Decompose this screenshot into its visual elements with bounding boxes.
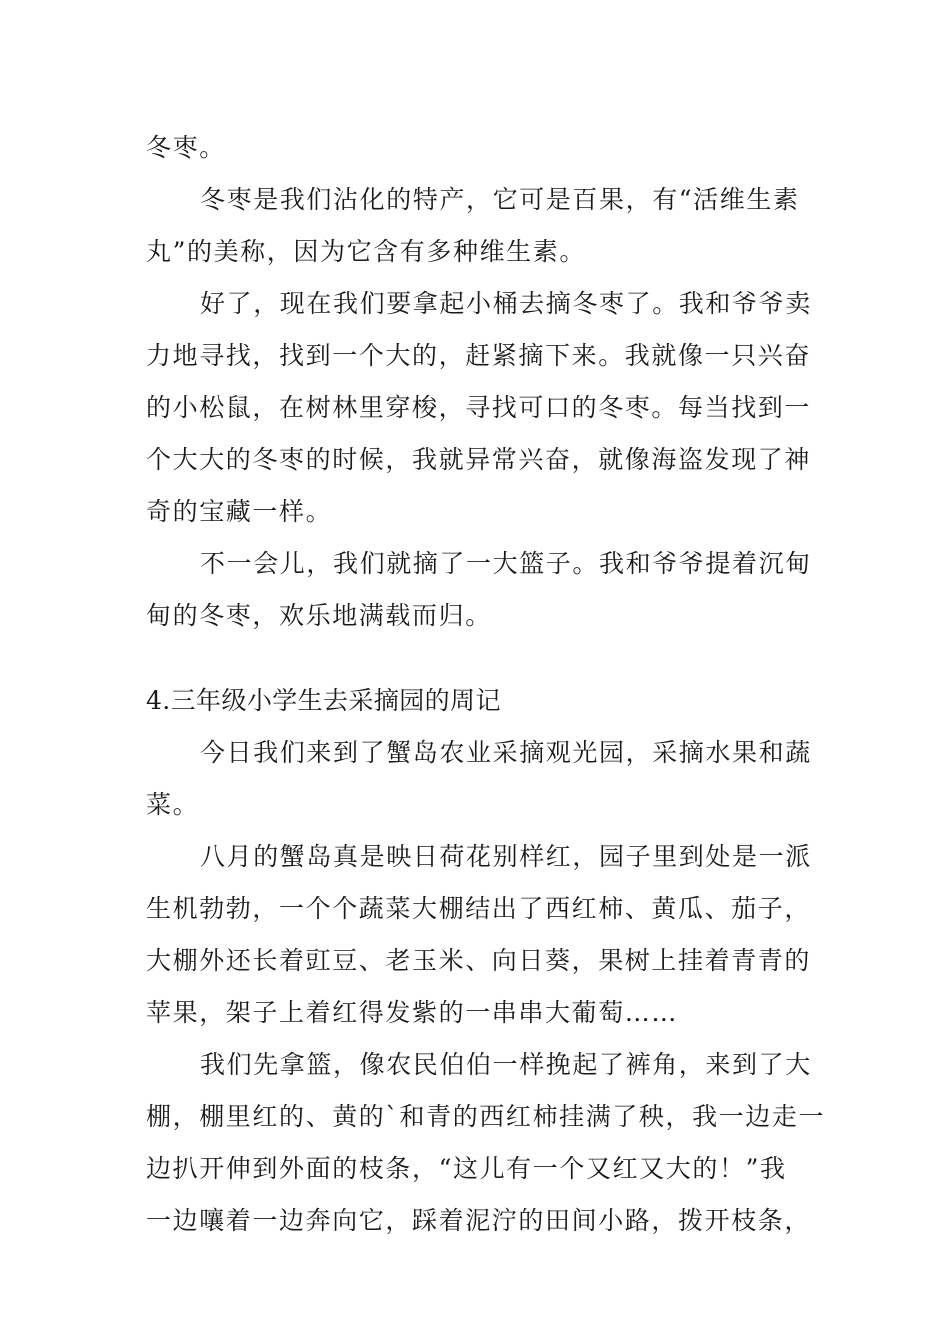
paragraph-line: 甸的冬枣，欢乐地满载而归。 [146,601,492,630]
paragraph-line: 一边嚷着一边奔向它，踩着泥泞的田间小路，拨开枝条， [146,1206,812,1235]
paragraph-line: 的小松鼠，在树林里穿梭，寻找可口的冬枣。每当找到一 [146,393,812,422]
paragraph-line: 冬枣是我们沾化的特产，它可是百果，有“活维生素 [200,185,800,214]
paragraph-line: 棚，棚里红的、黄的`和青的西红柿挂满了秧，我一边走一 [146,1102,826,1131]
section-1-text [146,122,812,642]
paragraph-line: 力地寻找，找到一个大的，赶紧摘下来。我就像一只兴奋 [146,341,812,370]
paragraph-line: 好了，现在我们要拿起小桶去摘冬枣了。我和爷爷卖 [200,289,812,318]
paragraph-line: 冬枣。 [146,133,226,162]
paragraph-line: 苹果，架子上着红得发紫的一串串大葡萄…… [146,998,679,1027]
section-heading: 4.三年级小学生去采摘园的周记 [146,686,501,715]
paragraph-line: 大棚外还长着豇豆、老玉米、向日葵，果树上挂着青青的 [146,946,812,975]
paragraph-line: 今日我们来到了蟹岛农业采摘观光园，采摘水果和蔬 [200,738,812,767]
paragraph-line: 奇的宝藏一样。 [146,497,333,526]
paragraph-line: 不一会儿，我们就摘了一大篮子。我和爷爷提着沉甸 [200,549,812,578]
paragraph-line: 边扒开伸到外面的枝条，“这儿有一个又红又大的！”我 [146,1154,787,1183]
section-2-text [146,675,826,1247]
paragraph-line: 丸”的美称，因为它含有多种维生素。 [146,237,586,266]
paragraph-line: 个大大的冬枣的时候，我就异常兴奋，就像海盗发现了神 [146,445,812,474]
paragraph-line: 菜。 [146,790,200,819]
paragraph-line: 生机勃勃，一个个蔬菜大棚结出了西红柿、黄瓜、茄子， [146,894,812,923]
paragraph-line: 我们先拿篮，像农民伯伯一样挽起了裤角，来到了大 [200,1050,812,1079]
paragraph-line: 八月的蟹岛真是映日荷花别样红，园子里到处是一派 [200,842,812,871]
